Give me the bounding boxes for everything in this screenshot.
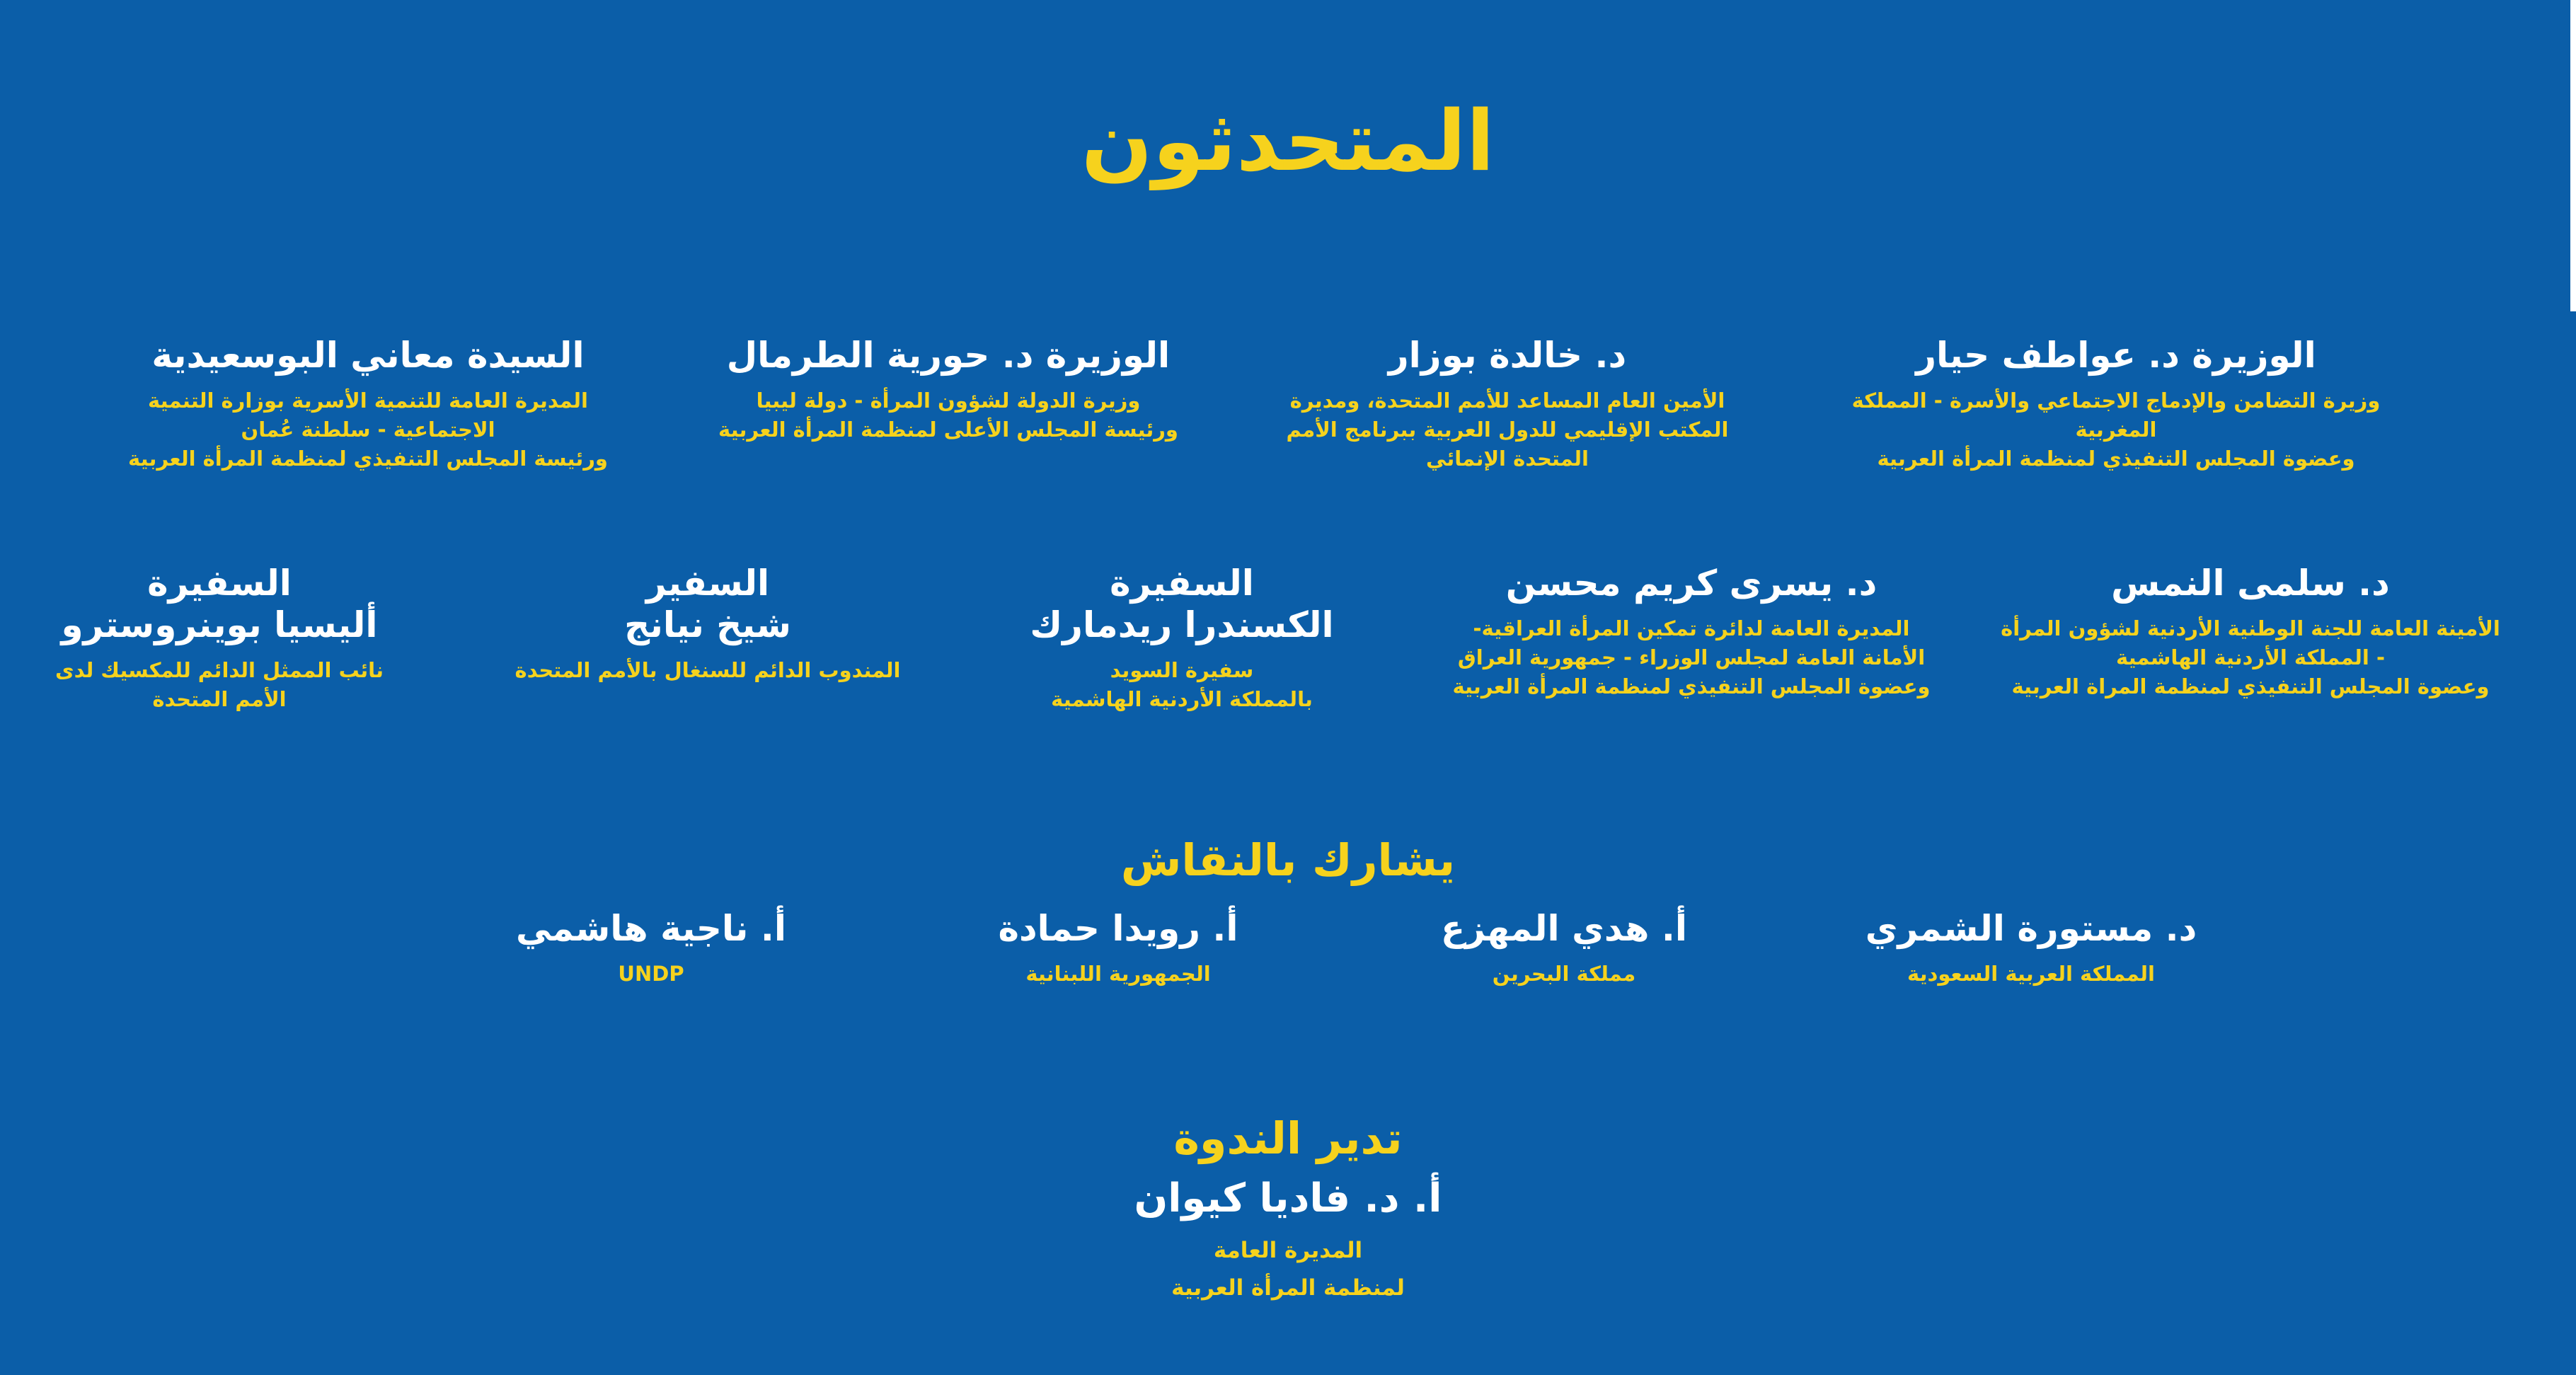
participant-name: أ. ناجية هاشمي	[516, 908, 786, 949]
participant-name: أ. رويدا حمادة	[998, 908, 1238, 949]
speaker-name: السيدة معاني البوسعيدية	[151, 335, 585, 376]
speaker-role: الأمين العام المساعد للأمم المتحدة، ومديرة المكتب الإقليمي للدول العربية ببرنامج الأمم المتحدة الإنمائي	[1286, 389, 1729, 471]
participant-role: المملكة العربية السعودية	[1907, 962, 2155, 986]
participant-card	[1387, 908, 1741, 989]
participant-role: الجمهورية اللبنانية	[1025, 962, 1211, 986]
participant-card	[481, 908, 821, 989]
participant-name: أ. هدي المهزع	[1440, 908, 1688, 949]
speaker-name: د. يسرى كريم محسن	[1505, 563, 1878, 604]
speaker-role: المديرة العامة لدائرة تمكين المرأة العراقية- الأمانة العامة لمجلس الوزراء - جمهورية العراق وعضوة المجلس التنفيذي لمنظمة المرأة العربية	[1452, 616, 1931, 699]
speaker-name: السفيرة أليسيا بوينروسترو	[61, 563, 378, 645]
speaker-card	[35, 563, 403, 714]
moderator-name: أ. د. فاديا كيوان	[1134, 1175, 1442, 1221]
speaker-name: د. سلمى النمس	[2111, 563, 2390, 604]
speaker-role: المديرة العامة للتنمية الأسرية بوزارة التنمية الاجتماعية - سلطنة عُمان ورئيسة المجلس التنفيذي لمنظمة المرأة العربية	[128, 389, 608, 471]
participant-name: د. مستورة الشمري	[1865, 908, 2197, 949]
speaker-card	[1996, 563, 2505, 702]
participant-card	[941, 908, 1295, 989]
moderator-role: المديرة العامة لمنظمة المرأة العربية	[1171, 1238, 1405, 1301]
speaker-card	[1812, 335, 2420, 474]
speaker-role: وزيرة التضامن والإدماج الاجتماعي والأسرة - المملكة المغربية وعضوة المجلس التنفيذي لمنظمة المرأة العربية	[1851, 389, 2381, 471]
speaker-role: المندوب الدائم للسنغال بالأمم المتحدة	[514, 658, 901, 682]
speaker-name: السفيرة الكسندرا ريدمارك	[1030, 563, 1334, 645]
speaker-role: وزيرة الدولة لشؤون المرأة - دولة ليبيا ورئيسة المجلس الأعلى لمنظمة المرأة العربية	[718, 389, 1178, 442]
moderator-card	[0, 1175, 2576, 1307]
speaker-role: نائب الممثل الدائم للمكسيك لدى الأمم المتحدة	[55, 658, 384, 712]
discussion-heading: يشارك بالنقاش	[1120, 834, 1456, 886]
participant-role: UNDP	[618, 962, 684, 986]
speaker-card	[1444, 563, 1939, 702]
moderator-heading: تدير الندوة	[1173, 1112, 1403, 1164]
speaker-name: الوزيرة د. عواطف حيار	[1916, 335, 2316, 376]
page-title: المتحدثون	[1081, 92, 1495, 190]
participant-role: مملكة البحرين	[1492, 962, 1636, 986]
speaker-name: الوزيرة د. حورية الطرمال	[726, 335, 1171, 376]
participant-card	[1840, 908, 2222, 989]
speaker-card	[1267, 335, 1748, 474]
speaker-card	[701, 335, 1196, 444]
speaker-card	[984, 563, 1380, 714]
speaker-name: د. خالدة بوزار	[1388, 335, 1627, 376]
speaker-role: سفيرة السويد بالمملكة الأردنية الهاشمية	[1051, 658, 1313, 712]
speaker-card	[113, 335, 623, 474]
speaker-card	[510, 563, 906, 685]
speaker-name: السفير شيخ نيانج	[624, 563, 791, 645]
speaker-role: الأمينة العامة للجنة الوطنية الأردنية لشؤون المرأة - المملكة الأردنية الهاشمية وعضوة المجلس التنفيذي لمنظمة المراة العربية	[2001, 616, 2500, 699]
